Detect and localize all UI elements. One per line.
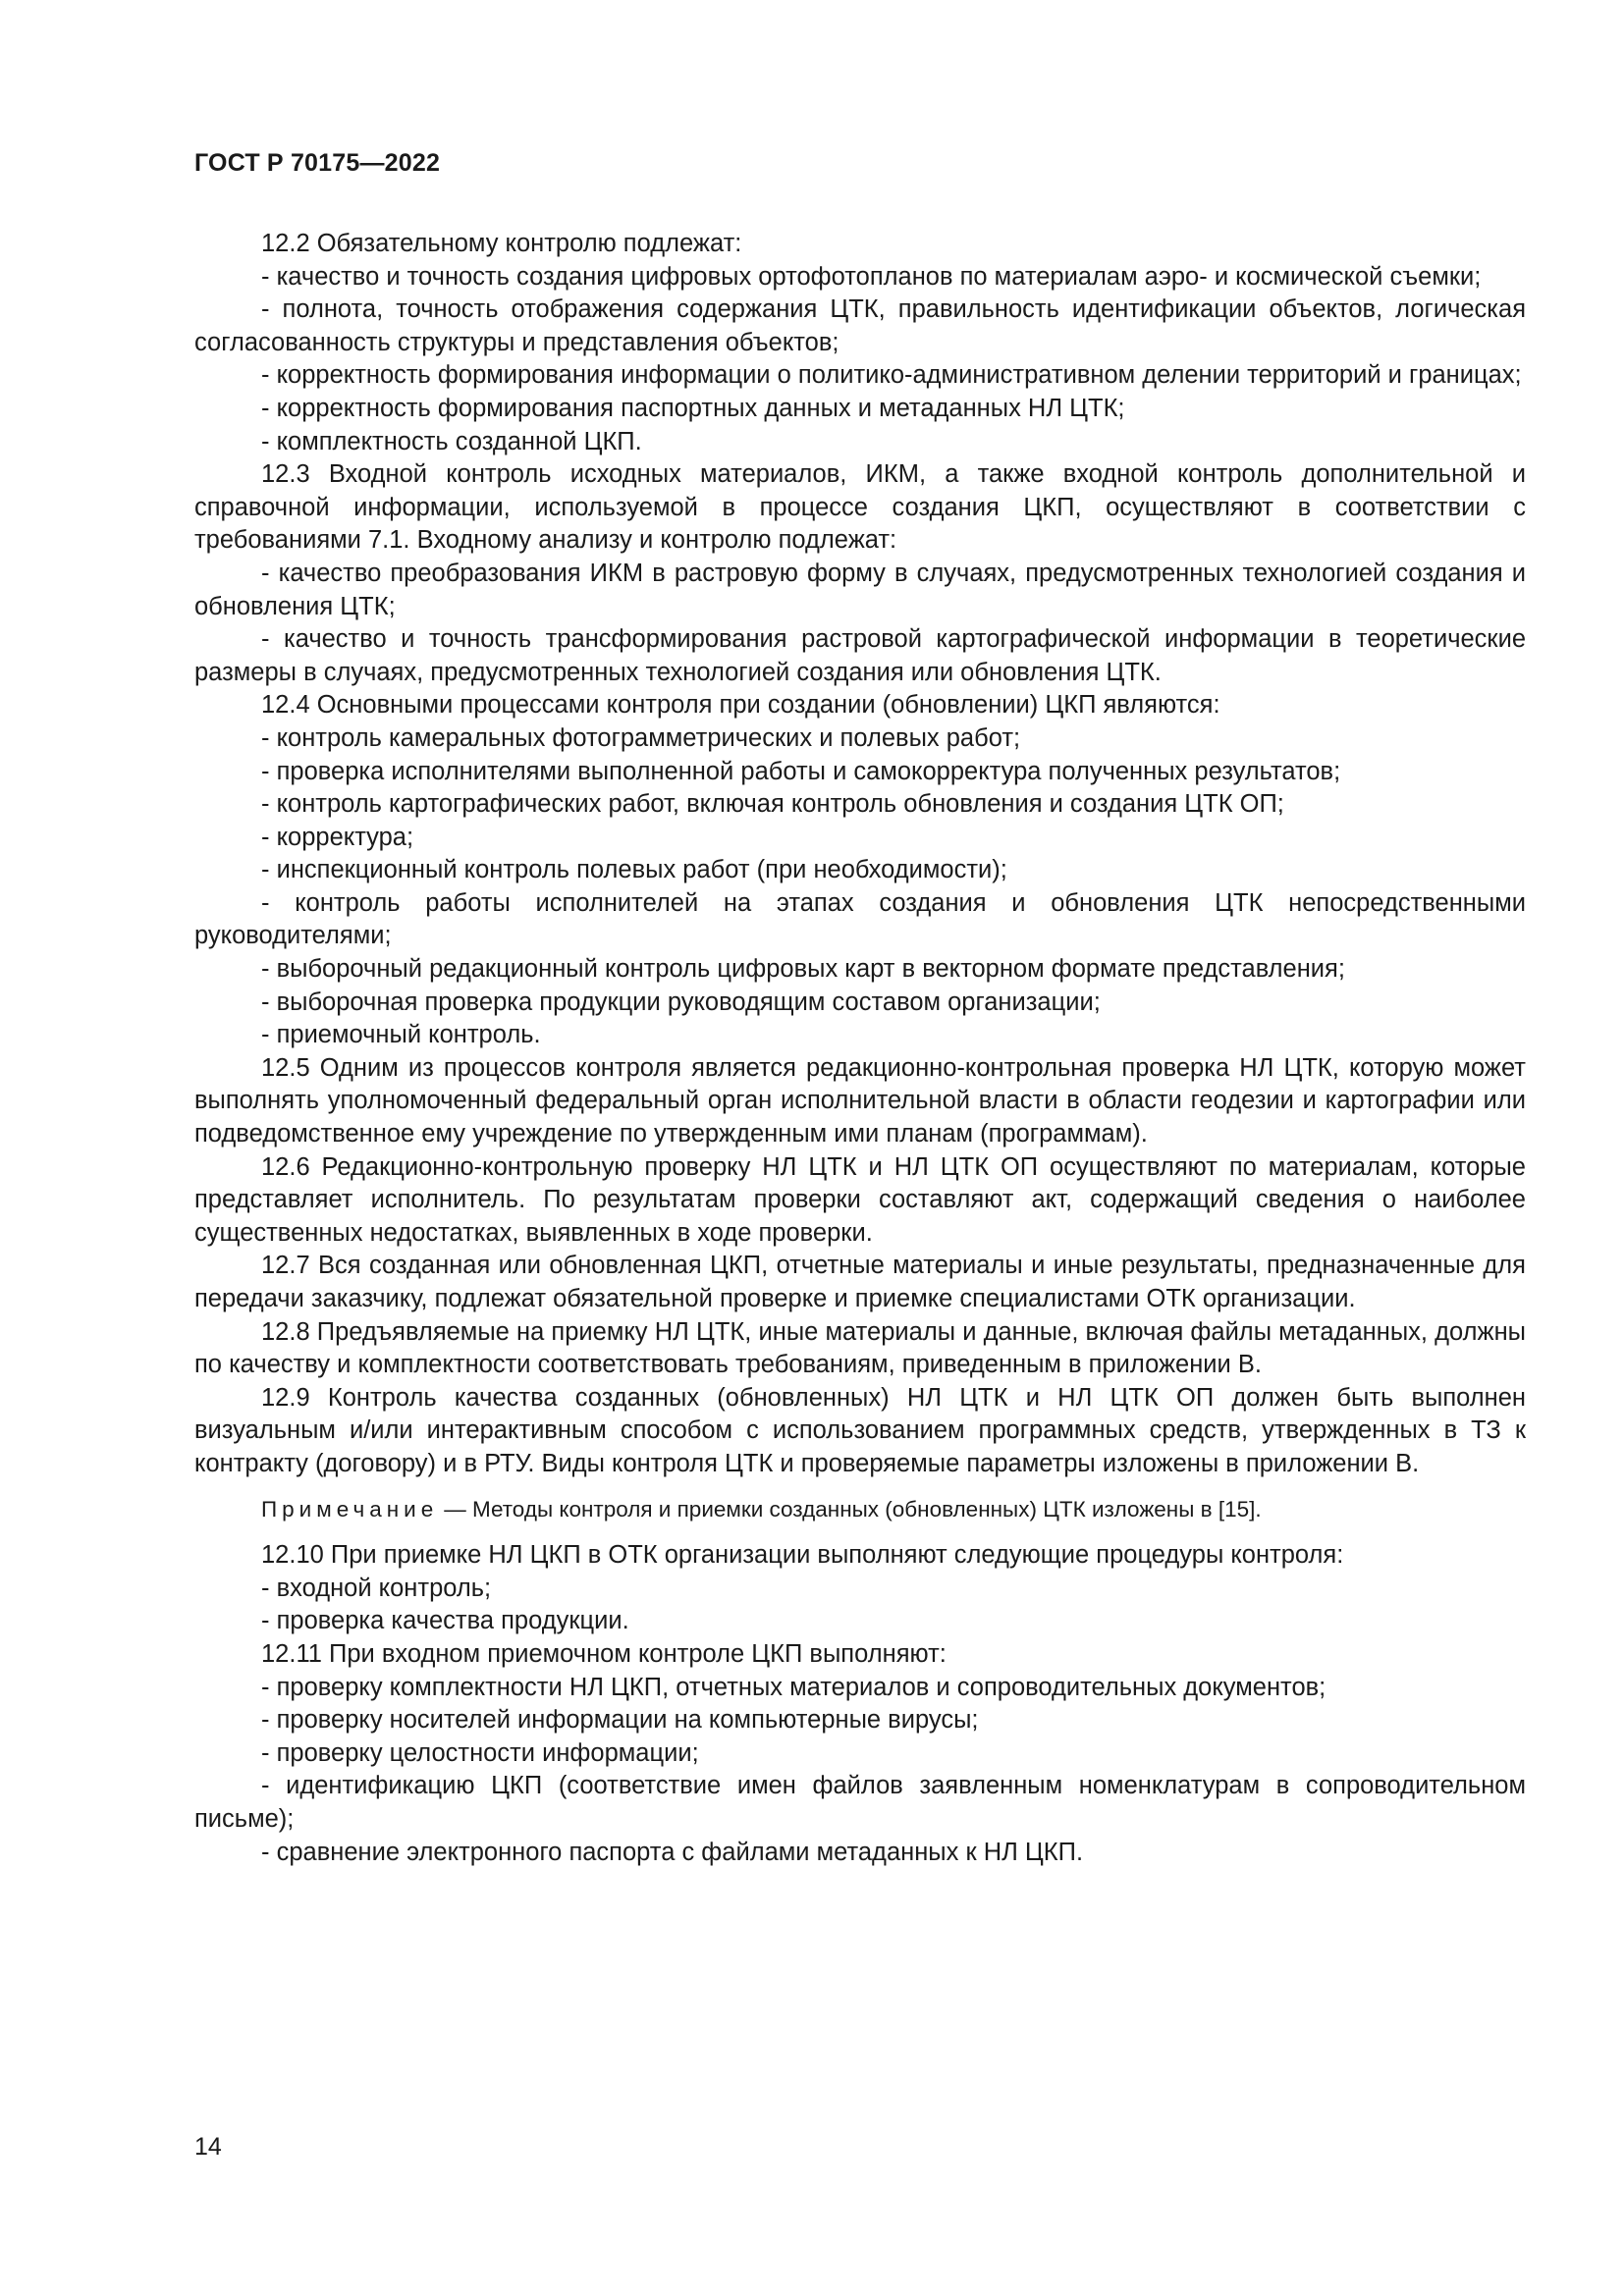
list-item: - идентификацию ЦКП (соответствие имен файлов заявленным номенклатурам в сопроводительном письме); <box>194 1772 1526 1833</box>
list-item: - сравнение электронного паспорта с файлами метаданных к НЛ ЦКП. <box>261 1838 1084 1866</box>
list-item: - инспекционный контроль полевых работ (при необходимости); <box>261 856 1007 884</box>
list-item: - качество и точность трансформирования растровой картографической информации в теоретические размеры в случаях, предусмотренных технологией создания или обновления ЦТК. <box>194 625 1526 686</box>
list-item: - выборочный редакционный контроль цифровых карт в векторном формате представления; <box>261 955 1345 984</box>
note-label: Примечание <box>261 1496 439 1522</box>
note <box>194 1493 1526 1526</box>
paragraph: 12.11 При входном приемочном контроле ЦКП выполняют: <box>261 1639 947 1668</box>
list-item: - контроль картографических работ, включая контроль обновления и создания ЦТК ОП; <box>261 790 1284 819</box>
paragraph: 12.7 Вся созданная или обновленная ЦКП, отчетные материалы и иные результаты, предназначенные для передачи заказчику, подлежат обязательной проверке и приемке специалистами ОТК организации. <box>194 1252 1526 1312</box>
page-number: 14 <box>194 2133 222 2161</box>
list-item: - контроль камеральных фотограмметрических и полевых работ; <box>261 723 1021 752</box>
list-item: - контроль работы исполнителей на этапах создания и обновления ЦТК непосредственными руководителями; <box>194 888 1526 950</box>
paragraph: 12.6 Редакционно-контрольную проверку НЛ ЦТК и НЛ ЦТК ОП осуществляют по материалам, которые представляет исполнитель. По результатам проверки составляют акт, содержащий сведения о наиболее существенных недостатках, выявленных в ходе проверки. <box>194 1152 1526 1247</box>
list-item: - входной контроль; <box>261 1574 492 1602</box>
paragraph: 12.3 Входной контроль исходных материалов, ИКМ, а также входной контроль дополнительной и справочной информации, используемой в процессе создания ЦКП, осуществляют в соответствии с требованиями 7.1. Входному анализу и контролю подлежат: <box>194 460 1526 555</box>
list-item: - комплектность созданной ЦКП. <box>261 427 642 455</box>
paragraph: 12.5 Одним из процессов контроля является редакционно-контрольная проверка НЛ ЦТК, которую может выполнять уполномоченный федеральный орган исполнительной власти в области геодезии и картографии или подведомственное ему учреждение по утвержденным ими планам (программам). <box>194 1053 1526 1148</box>
list-item: - качество преобразования ИКМ в растровую форму в случаях, предусмотренных технологией создания и обновления ЦТК; <box>194 559 1526 620</box>
paragraph: 12.4 Основными процессами контроля при создании (обновлении) ЦКП являются: <box>261 691 1220 720</box>
list-item: - проверка исполнителями выполненной работы и самокорректура полученных результатов; <box>261 757 1341 785</box>
list-item: - проверку целостности информации; <box>261 1738 699 1767</box>
list-item: - качество и точность создания цифровых ортофотопланов по материалам аэро- и космической съемки; <box>261 262 1482 291</box>
list-item: - выборочная проверка продукции руководящим составом организации; <box>261 988 1101 1016</box>
list-item: - проверку носителей информации на компьютерные вирусы; <box>261 1706 979 1735</box>
list-item: - приемочный контроль. <box>261 1021 541 1049</box>
note-text: — Методы контроля и приемки созданных (обновленных) ЦТК изложены в [15]. <box>444 1496 1262 1522</box>
paragraph: 12.2 Обязательному контролю подлежат: <box>261 230 742 257</box>
paragraph: 12.8 Предъявляемые на приемку НЛ ЦТК, иные материалы и данные, включая файлы метаданных, должны по качеству и комплектности соответствовать требованиям, приведенным в приложении В. <box>194 1317 1526 1379</box>
list-item: - корректность формирования паспортных данных и метаданных НЛ ЦТК; <box>261 394 1125 422</box>
list-item: - полнота, точность отображения содержания ЦТК, правильность идентификации объектов, логическая согласованность структуры и представления объектов; <box>194 295 1526 356</box>
list-item: - проверка качества продукции. <box>261 1607 629 1635</box>
document-body <box>194 228 1526 1869</box>
document-header: ГОСТ Р 70175—2022 <box>194 149 441 177</box>
list-item: - проверку комплектности НЛ ЦКП, отчетных материалов и сопроводительных документов; <box>261 1673 1326 1701</box>
list-item: - корректура; <box>261 823 414 851</box>
list-item: - корректность формирования информации о политико-административном делении территорий и границах; <box>261 361 1522 390</box>
paragraph: 12.9 Контроль качества созданных (обновленных) НЛ ЦТК и НЛ ЦТК ОП должен быть выполнен визуальным и/или интерактивным способом с использованием программных средств, утвержденных в ТЗ к контракту (договору) и в РТУ. Виды контроля ЦТК и проверяемые параметры изложены в приложении В. <box>194 1383 1526 1477</box>
paragraph: 12.10 При приемке НЛ ЦКП в ОТК организации выполняют следующие процедуры контроля: <box>261 1541 1344 1570</box>
